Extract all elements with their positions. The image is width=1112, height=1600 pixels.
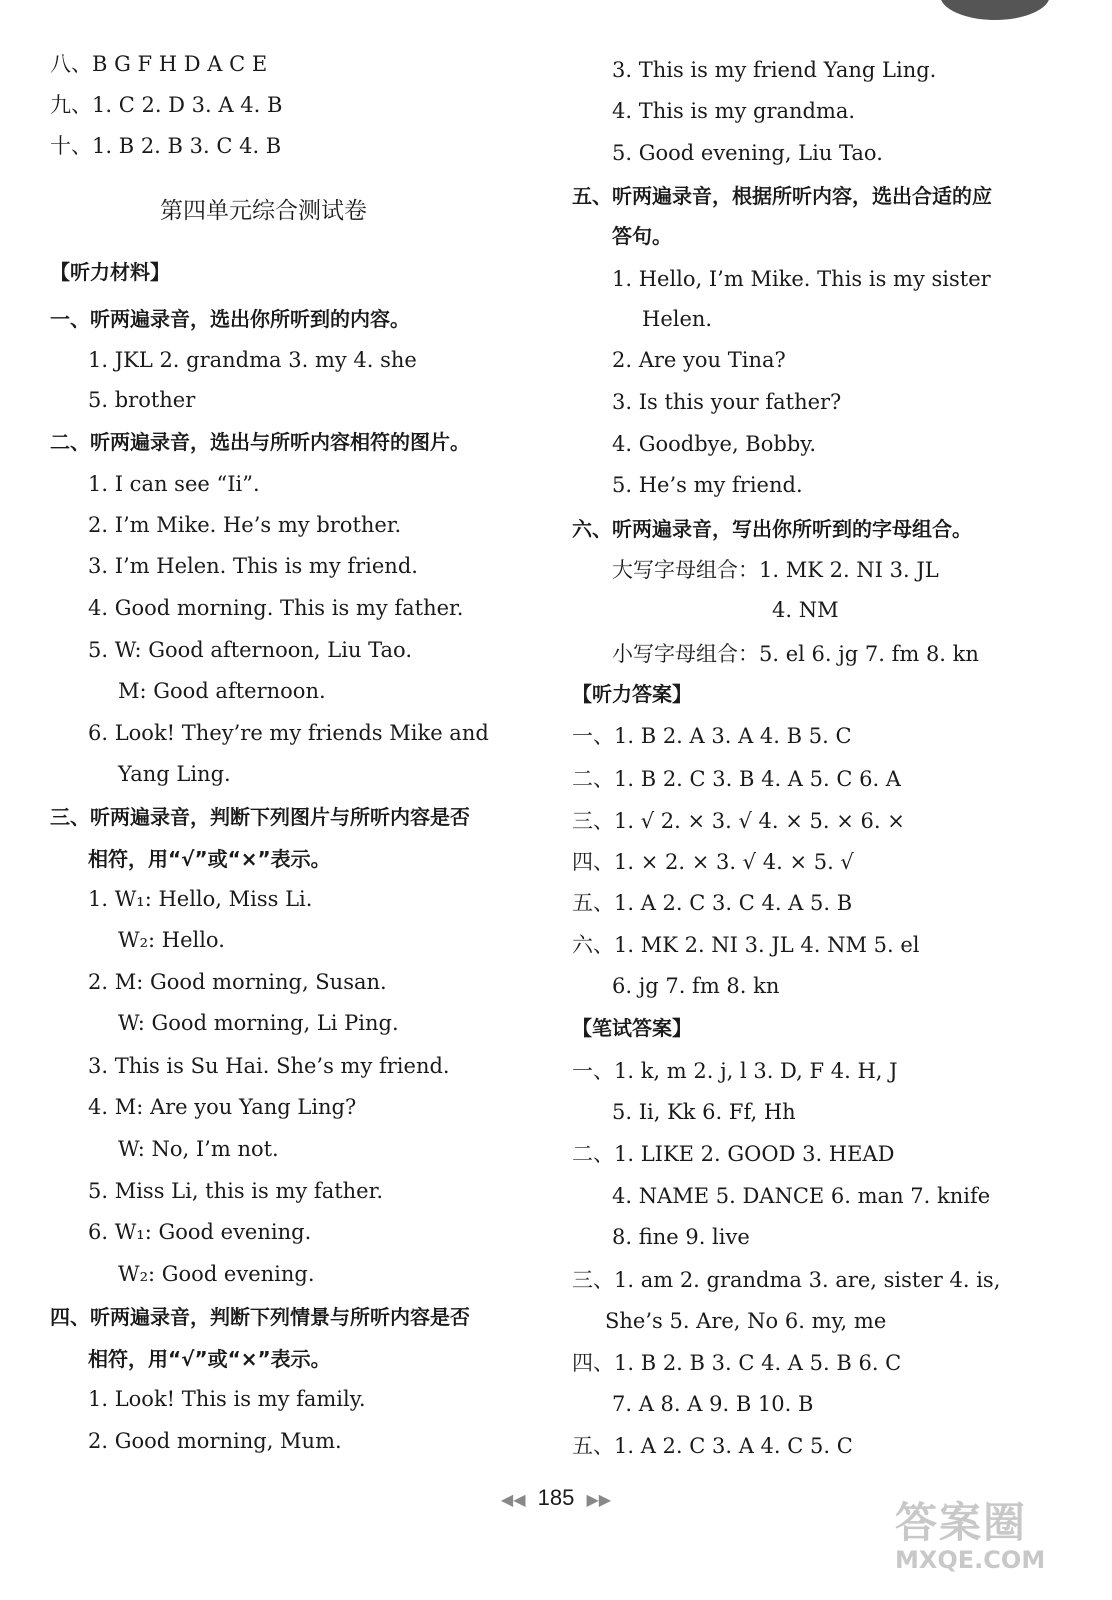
material-line: 4. M: Are you Yang Ling? [88,1095,357,1119]
material-line: Helen. [642,307,713,331]
material-line: 2. Are you Tina? [612,348,786,372]
material-line: 4. NM [772,598,839,622]
material-line: 1. Look! This is my family. [88,1387,366,1411]
answer-line: 四、1. B 2. B 3. C 4. A 5. B 6. C [572,1351,902,1375]
page-number: 185 [537,1485,575,1510]
material-line: 6. W₁: Good evening. [88,1220,312,1244]
material-line: 4. Goodbye, Bobby. [612,432,817,456]
answer-line: 二、1. LIKE 2. GOOD 3. HEAD [572,1142,895,1166]
material-line: 1. Hello, I’m Mike. This is my sister [612,267,991,291]
answer-line: 三、1. am 2. grandma 3. are, sister 4. is, [572,1268,1001,1292]
answer-line: 二、1. B 2. C 3. B 4. A 5. C 6. A [572,767,901,791]
answer-line: 8. fine 9. live [612,1225,750,1249]
section-heading-cont: 相符，用“√”或“×”表示。 [88,847,331,871]
answer-line: 一、1. k, m 2. j, l 3. D, F 4. H, J [572,1059,898,1083]
material-line: 4. This is my grandma. [612,99,856,123]
answer-line: 5. Ii, Kk 6. Ff, Hh [612,1100,796,1124]
material-line: 2. I’m Mike. He’s my brother. [88,513,402,537]
answer-line: 十、1. B 2. B 3. C 4. B [50,134,282,158]
material-line: W₂: Good evening. [118,1262,315,1286]
answer-line: She’s 5. Are, No 6. my, me [605,1309,887,1333]
section-heading-cont: 答句。 [612,224,672,248]
section-heading: 二、听两遍录音，选出与所听内容相符的图片。 [50,430,470,454]
material-line: Yang Ling. [118,762,231,786]
material-line: 3. This is my friend Yang Ling. [612,58,937,82]
answer-line: 九、1. C 2. D 3. A 4. B [50,93,283,117]
material-line: 2. M: Good morning, Susan. [88,970,387,994]
material-line: 1. W₁: Hello, Miss Li. [88,887,313,911]
material-line: W: No, I’m not. [118,1137,279,1161]
answer-line: 八、B G F H D A C E [50,52,268,76]
material-line: 3. I’m Helen. This is my friend. [88,554,418,578]
answer-line: 五、1. A 2. C 3. C 4. A 5. B [572,891,853,915]
material-line: 5. He’s my friend. [612,473,803,497]
written-answers-heading: 【笔试答案】 [572,1016,692,1040]
watermark-bottom: MXQE.COM [895,1546,1046,1574]
section-heading: 一、听两遍录音，选出你所听到的内容。 [50,307,410,331]
material-line: W: Good morning, Li Ping. [118,1011,399,1035]
material-line: 5. brother [88,388,196,412]
answer-line: 四、1. × 2. × 3. √ 4. × 5. √ [572,850,854,874]
material-line: 3. Is this your father? [612,390,842,414]
material-line: 小写字母组合：5. el 6. jg 7. fm 8. kn [612,642,979,666]
answer-line: 六、1. MK 2. NI 3. JL 4. NM 5. el [572,933,920,957]
material-line: 1. I can see “Ii”. [88,472,260,496]
section-heading: 五、听两遍录音，根据所听内容，选出合适的应 [572,184,992,208]
material-line: 5. Miss Li, this is my father. [88,1179,384,1203]
material-line: 5. W: Good afternoon, Liu Tao. [88,638,412,662]
listening-answers-heading: 【听力答案】 [572,682,692,706]
answer-line: 一、1. B 2. A 3. A 4. B 5. C [572,724,852,748]
material-line: 6. Look! They’re my friends Mike and [88,721,489,745]
answer-line: 6. jg 7. fm 8. kn [612,974,780,998]
answer-line: 五、1. A 2. C 3. A 4. C 5. C [572,1434,853,1458]
material-line: M: Good afternoon. [118,679,326,703]
material-line: 2. Good morning, Mum. [88,1429,342,1453]
material-line: 大写字母组合：1. MK 2. NI 3. JL [612,558,939,582]
material-line: 4. Good morning. This is my father. [88,596,464,620]
answer-line: 三、1. √ 2. × 3. √ 4. × 5. × 6. × [572,809,905,833]
prev-arrows-icon: ◀◀ [500,1492,526,1509]
corner-decoration [940,0,1050,20]
listening-material-heading: 【听力材料】 [50,260,170,284]
next-arrows-icon: ▶▶ [586,1492,612,1509]
section-heading: 六、听两遍录音，写出你所听到的字母组合。 [572,517,972,541]
watermark-top: 答案圈 [895,1498,1028,1547]
material-line: 5. Good evening, Liu Tao. [612,141,883,165]
material-line: 1. JKL 2. grandma 3. my 4. she [88,348,417,372]
material-line: 3. This is Su Hai. She’s my friend. [88,1054,450,1078]
section-heading: 三、听两遍录音，判断下列图片与所听内容是否 [50,805,470,829]
answer-line: 7. A 8. A 9. B 10. B [612,1392,814,1416]
watermark-logo [895,1490,1095,1590]
section-heading: 四、听两遍录音，判断下列情景与所听内容是否 [50,1305,470,1329]
answer-line: 4. NAME 5. DANCE 6. man 7. knife [612,1184,991,1208]
material-line: W₂: Hello. [118,928,225,952]
unit-title: 第四单元综合测试卷 [160,198,367,224]
section-heading-cont: 相符，用“√”或“×”表示。 [88,1347,331,1371]
